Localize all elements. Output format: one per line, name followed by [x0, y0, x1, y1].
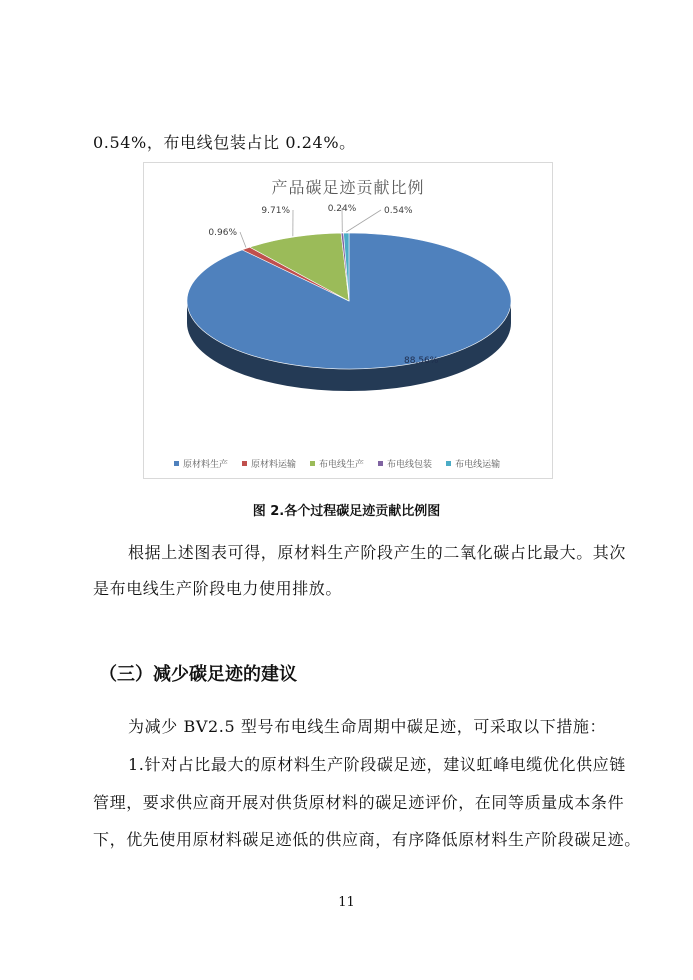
pie-data-label-3: 0.24% [327, 204, 357, 214]
chart-title: 产品碳足迹贡献比例 [271, 178, 425, 197]
paragraph-1-line-2: 是布电线生产阶段电力使用排放。 [93, 579, 343, 598]
legend-swatch-4 [446, 461, 451, 466]
page-number: 11 [338, 895, 355, 910]
figure-caption: 图 2.各个过程碳足迹贡献比例图 [252, 504, 441, 519]
legend-item-4 [446, 457, 500, 470]
legend-label-1: 原材料运输 [251, 460, 297, 470]
pie-chart-svg [144, 163, 554, 453]
section-heading: （三）减少碳足迹的建议 [99, 664, 297, 685]
pie-slices [187, 233, 511, 369]
legend-item-1 [242, 457, 296, 470]
pie-data-label-4: 0.54% [384, 206, 413, 216]
legend-swatch-2 [310, 461, 315, 466]
legend-item-0 [174, 457, 228, 470]
legend-label-3: 布电线包装 [387, 460, 433, 470]
legend-item-2 [310, 457, 364, 470]
paragraph-3-line-1: 1.针对占比最大的原材料生产阶段碳足迹，建议虹峰电缆优化供应链 [128, 755, 626, 774]
legend-label-2: 布电线生产 [319, 460, 365, 470]
legend-swatch-3 [378, 461, 383, 466]
legend-swatch-0 [174, 461, 179, 466]
chart-legend [174, 457, 500, 470]
pie-data-label-2: 9.71% [261, 206, 290, 216]
legend-label-4: 布电线运输 [455, 460, 501, 470]
text-line-top: 0.54%，布电线包装占比 0.24%。 [93, 133, 356, 152]
legend-swatch-1 [242, 461, 247, 466]
legend-item-3 [378, 457, 432, 470]
pie-chart [143, 162, 553, 479]
paragraph-3-line-2: 管理，要求供应商开展对供货原材料的碳足迹评价，在同等质量成本条件 [93, 793, 625, 812]
pie-leader-line-1 [240, 232, 246, 248]
paragraph-2: 为减少 BV2.5 型号布电线生命周期中碳足迹，可采取以下措施： [128, 717, 607, 736]
pie-data-label-1: 0.96% [208, 228, 237, 238]
pie-data-label-0: 88.56% [404, 356, 439, 366]
paragraph-3-line-3: 下，优先使用原材料碳足迹低的供应商，有序降低原材料生产阶段碳足迹。 [93, 830, 641, 849]
legend-label-0: 原材料生产 [183, 460, 229, 470]
paragraph-1-line-1: 根据上述图表可得，原材料生产阶段产生的二氧化碳占比最大。其次 [128, 543, 627, 562]
